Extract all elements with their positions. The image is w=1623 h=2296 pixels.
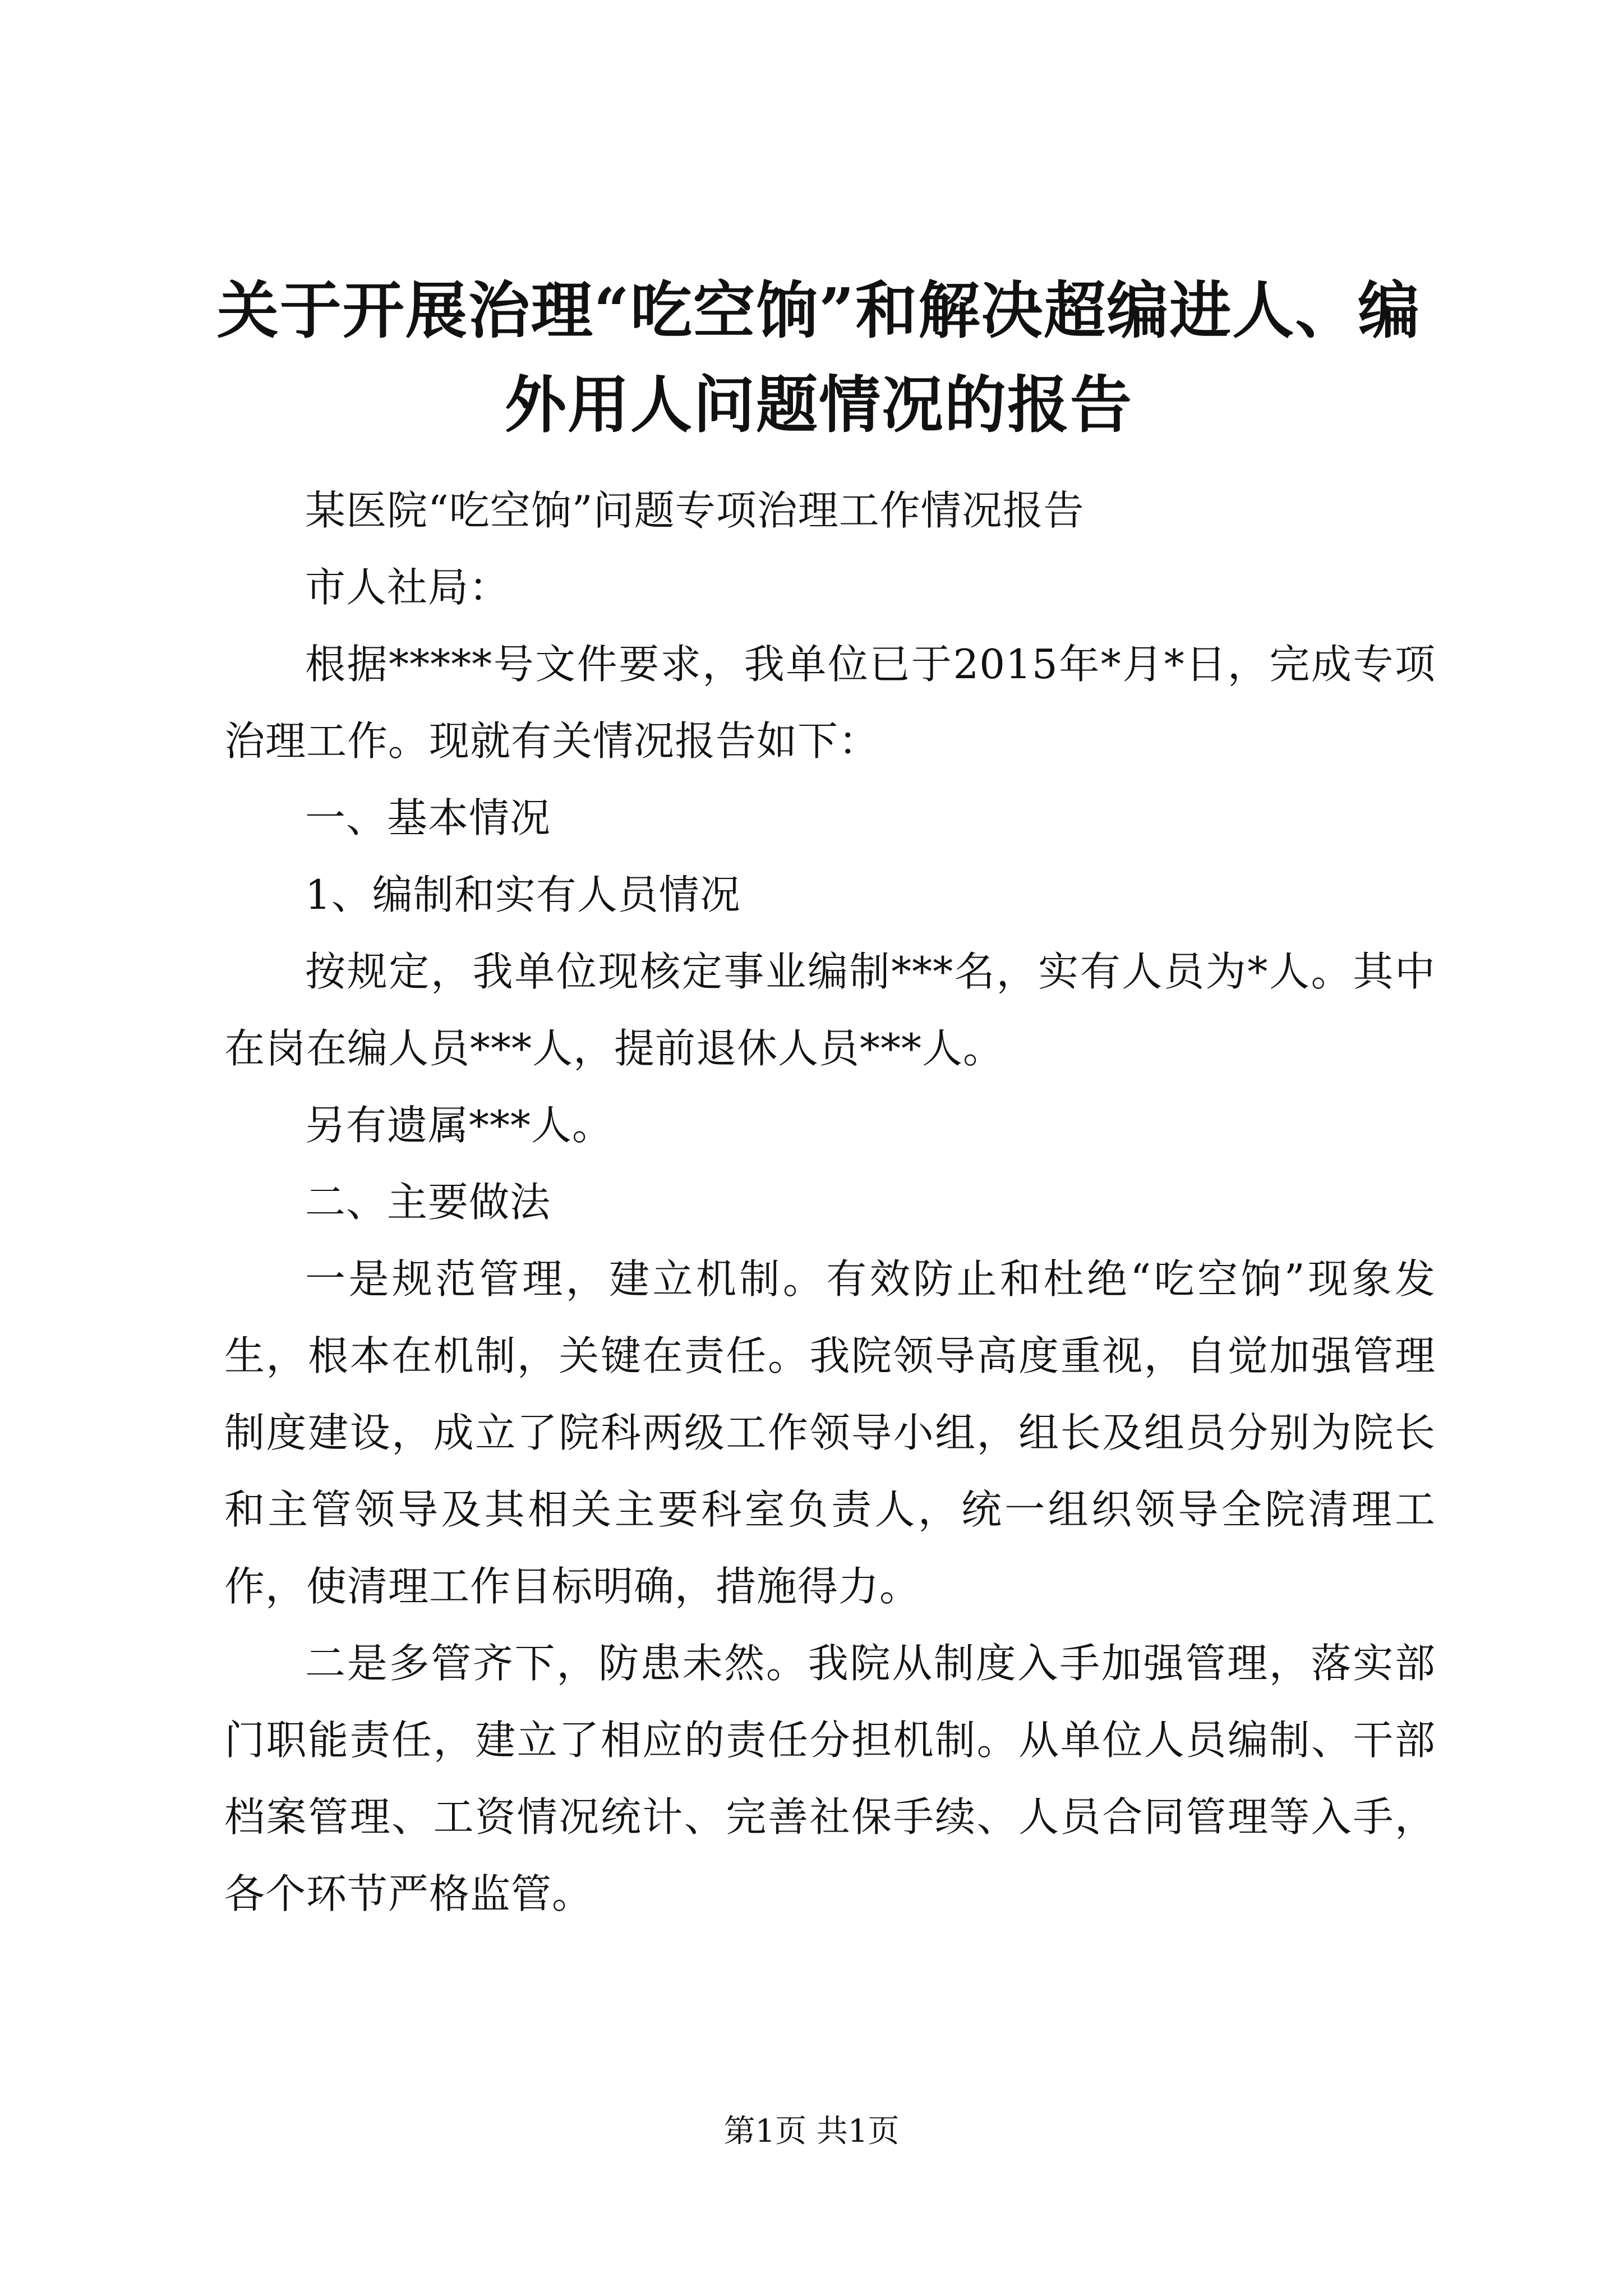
subsection-heading-staffing: 1、编制和实有人员情况 xyxy=(305,871,741,918)
addressee-paragraph: 市人社局： xyxy=(305,564,510,611)
method-one-paragraph: 一是规范管理，建立机制。有效防止和杜绝“吃空饷”现象发生，根本在机制，关键在责任。我院领导高度重视，自觉加强管理制度建设，成立了院科两级工作领导小组，组长及组员分别为院长和主管领导及其相关主要科室负责人，统一组织领导全院清理工作，使清理工作目标明确，措施得力。 xyxy=(224,1255,1436,1610)
report-subtitle-paragraph: 某医院“吃空饷”问题专项治理工作情况报告 xyxy=(305,487,1085,534)
document-title: 关于开展治理“吃空饷”和解决超编进人、编外用人问题情况的报告 xyxy=(216,274,1421,441)
dependents-paragraph: 另有遗属***人。 xyxy=(305,1102,614,1149)
document-body xyxy=(224,472,1436,1932)
page-number-footer: 第1页 共1页 xyxy=(723,2113,900,2150)
section-heading-basic: 一、基本情况 xyxy=(305,794,551,841)
staffing-paragraph: 按规定，我单位现核定事业编制***名，实有人员为*人。其中在岗在编人员***人，提前退休人员***人。 xyxy=(224,948,1436,1072)
method-two-paragraph: 二是多管齐下，防患未然。我院从制度入手加强管理，落实部门职能责任，建立了相应的责任分担机制。从单位人员编制、干部档案管理、工资情况统计、完善社保手续、人员合同管理等入手，各个环节严格监管。 xyxy=(224,1640,1436,1917)
section-heading-methods: 二、主要做法 xyxy=(305,1179,551,1226)
intro-paragraph: 根据*****号文件要求，我单位已于2015年*月*日，完成专项治理工作。现就有关情况报告如下： xyxy=(224,641,1436,765)
